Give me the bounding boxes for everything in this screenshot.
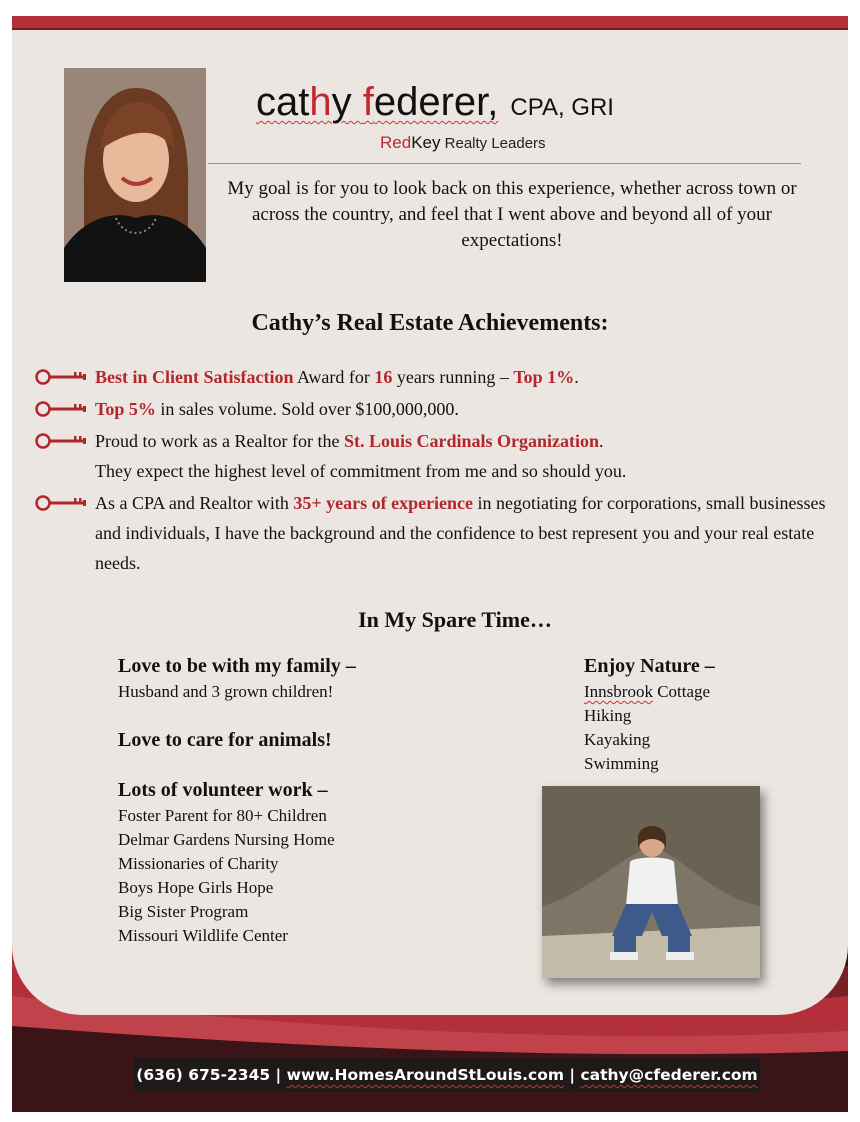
spare-time-right-column	[584, 652, 824, 776]
website-link[interactable]: www.HomesAroundStLouis.com	[286, 1066, 564, 1084]
list-item: Missouri Wildlife Center	[118, 926, 288, 945]
top-red-bar	[12, 16, 848, 28]
list-item: Boys Hope Girls Hope	[118, 878, 274, 897]
list-item: Swimming	[584, 754, 659, 773]
brand-logo-text: RedKey Realty Leaders	[380, 133, 546, 152]
list-item: Big Sister Program	[118, 902, 249, 921]
list-item: Missionaries of Charity	[118, 854, 279, 873]
flyer-page	[12, 16, 848, 1112]
credentials: CPA, GRI	[510, 94, 614, 121]
family-header: Love to be with my family –	[118, 655, 356, 677]
list-item: Innsbrook Cottage	[584, 682, 711, 701]
list-item: Best in Client Satisfaction Award for 16 years running – Top 1%.	[34, 362, 834, 392]
list-item: Delmar Gardens Nursing Home	[118, 830, 335, 849]
spare-time-left-column	[118, 652, 538, 948]
list-item: Top 5% in sales volume. Sold over $100,000,000.	[34, 394, 834, 424]
list-item: As a CPA and Realtor with 35+ years of experience in negotiating for corporations, small businesses and individuals, I have the background and the confidence to best represent you and your real estate needs.	[34, 488, 834, 578]
nature-photo	[542, 786, 760, 978]
achievements-title: Cathy’s Real Estate Achievements:	[251, 310, 609, 336]
list-item: Kayaking	[584, 730, 651, 749]
agent-name: cathy federer, CPA, GRI	[256, 80, 614, 124]
contact-bar: (636) 675-2345 | www.HomesAroundStLouis.com | cathy@cfederer.com	[134, 1058, 760, 1092]
achievements-list	[34, 362, 834, 580]
list-item: Proud to work as a Realtor for the St. Louis Cardinals Organization. They expect the highest level of commitment from me and so should you.	[34, 426, 834, 486]
headshot-photo	[64, 68, 206, 282]
volunteer-header: Lots of volunteer work –	[118, 779, 328, 801]
animals-header: Love to care for animals!	[118, 729, 332, 751]
list-item: Hiking	[584, 706, 632, 725]
nature-header: Enjoy Nature –	[584, 655, 715, 677]
key-icon	[34, 368, 88, 386]
family-text: Husband and 3 grown children!	[118, 682, 334, 701]
goal-statement: My goal is for you to look back on this experience, whether across town or across the country, and feel that I went above and beyond all of your expectations!	[227, 178, 797, 251]
key-icon	[34, 494, 88, 512]
header-divider	[208, 163, 801, 164]
spare-time-title: In My Spare Time…	[358, 607, 552, 632]
email-link[interactable]: cathy@cfederer.com	[580, 1066, 758, 1084]
list-item: Foster Parent for 80+ Children	[118, 806, 327, 825]
key-icon	[34, 432, 88, 450]
phone-number: (636) 675-2345	[136, 1066, 271, 1084]
key-icon	[34, 400, 88, 418]
